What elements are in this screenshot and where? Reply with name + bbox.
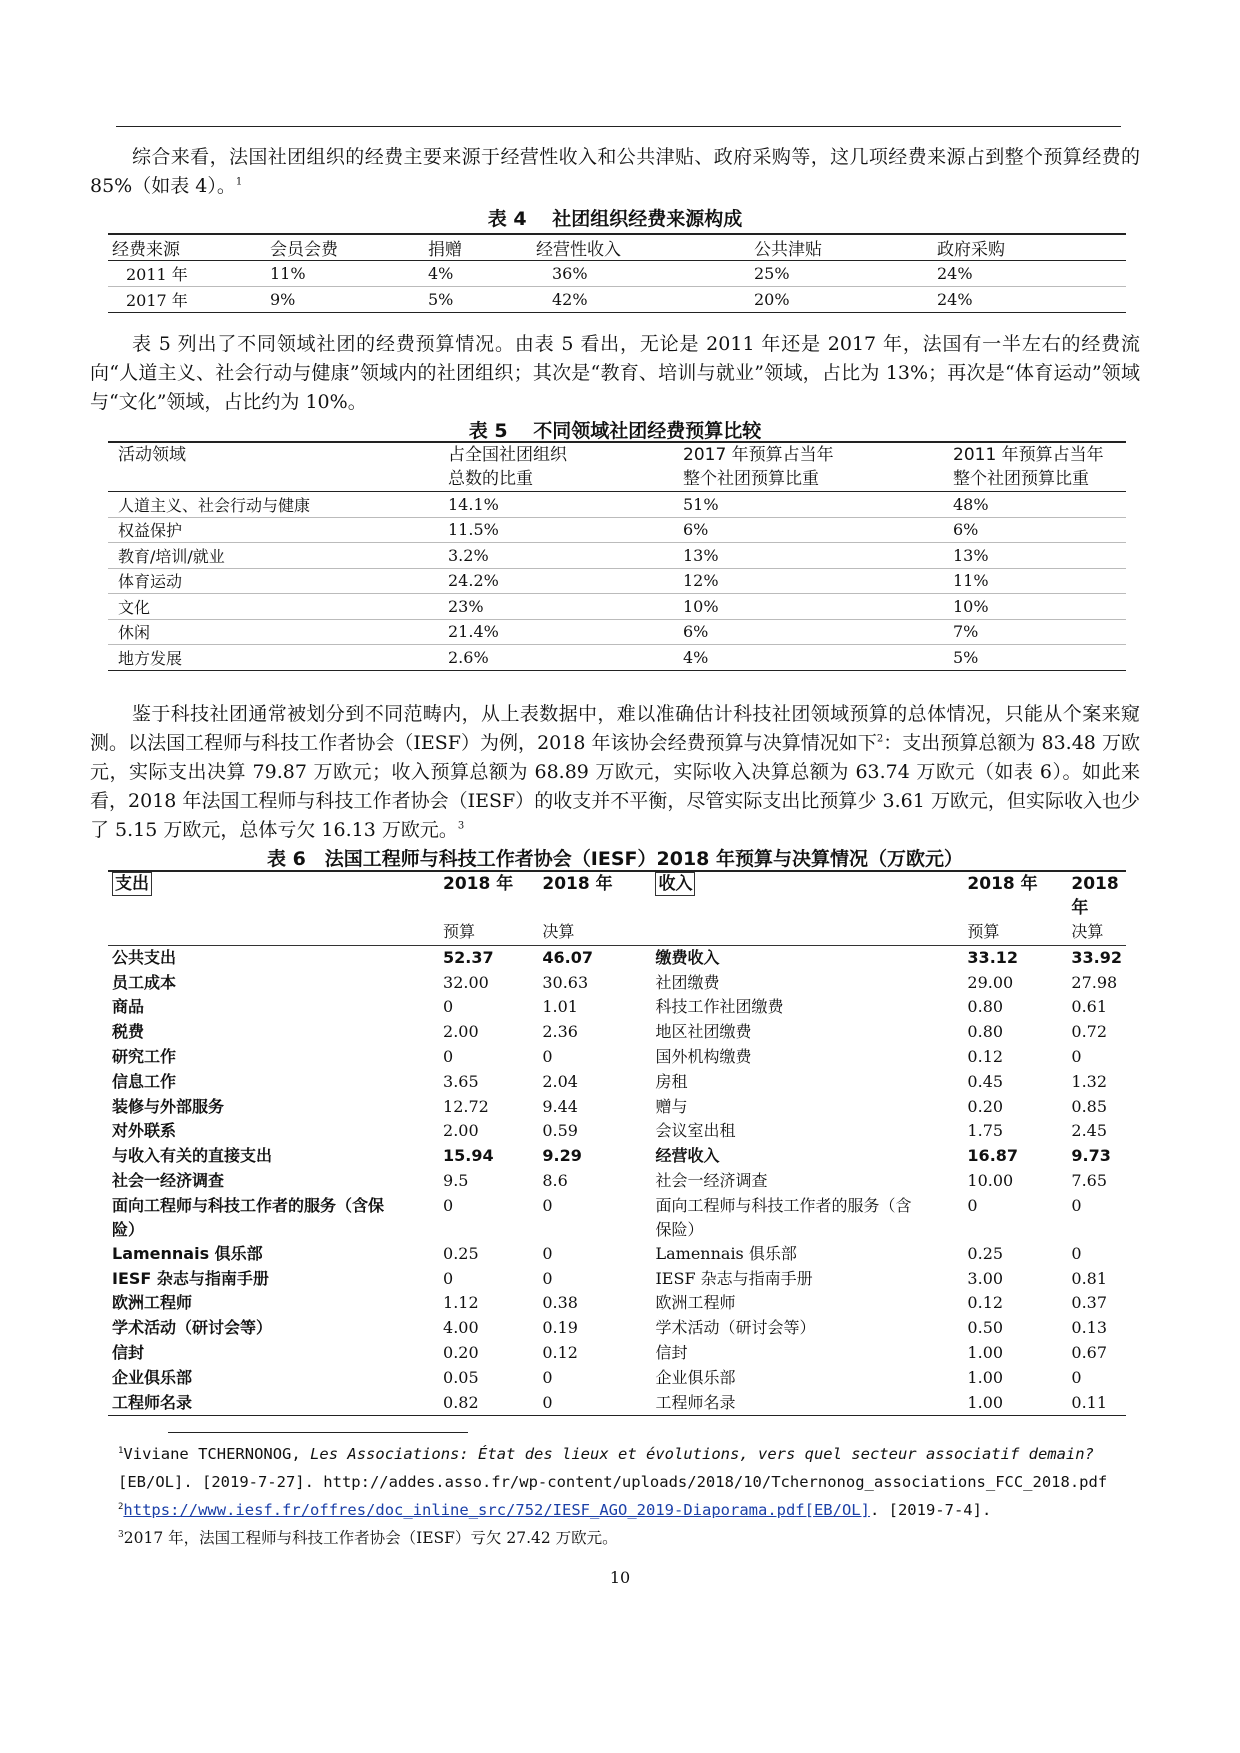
table-row	[108, 1070, 1126, 1095]
table4-cell: 42%	[532, 287, 750, 313]
table5-header-row	[108, 442, 1126, 492]
table6-expense-budget: 0.05	[443, 1367, 479, 1387]
table6-expense-budget: 0.82	[439, 1391, 538, 1416]
table6-caption: 表 6 法国工程师与科技工作者协会（IESF）2018 年预算与决算情况（万欧元）	[266, 848, 964, 870]
table6-income-title: 收入	[655, 872, 695, 896]
table6-income-item: 经营收入	[655, 1146, 720, 1166]
table-row	[108, 1242, 1126, 1267]
table-row	[108, 971, 1126, 996]
table-row	[108, 1316, 1126, 1341]
paragraph-iesf-case: 鉴于科技社团通常被划分到不同范畴内，从上表数据中，难以准确估计科技社团领域预算的总体情况，只能从个案来窥测。以法国工程师与科技工作者协会（IESF）为例，2018 年该协会经费预算与决算情况如下$^2$：支出预算总额为 83.48 万欧元，实际支出决算 79.87 万欧元；收入预算总额为 68.89 万欧元，实际收入决算总额为 63.74 万欧元（如表 6）。如此来看，2018 年法国工程师与科技工作者协会（IESF）的收支并不平衡，尽管实际支出比预算少 3.61 万欧元，但实际收入也少了 5.15 万欧元，总体亏欠 16.13 万欧元。$^3$	[90, 703, 1140, 841]
table5-cell: 13%	[943, 543, 1126, 569]
table6-income-actual: 2.45	[1071, 1121, 1108, 1141]
table6-year-header: 2018 年	[963, 871, 1067, 920]
table-row	[108, 1391, 1126, 1416]
table6-income-budget: 0.20	[967, 1096, 1004, 1116]
table6-expense-actual: 0.12	[542, 1342, 578, 1362]
table6-income-item: 工程师名录	[651, 1391, 963, 1416]
table6-expense-item: 欧洲工程师	[112, 1293, 193, 1313]
table6-expense-item: 工程师名录	[108, 1391, 439, 1416]
paragraph-funding-summary: 综合来看，法国社团组织的经费主要来源于经营性收入和公共津贴、政府采购等，这几项经费来源占到整个预算经费的 85%（如表 4）。$^1$	[90, 146, 1140, 197]
table6-expense-actual: 9.29	[542, 1146, 582, 1166]
table-row	[108, 619, 1126, 645]
table5-header: 2011 年预算占当年 整个社团预算比重	[943, 442, 1126, 492]
table6-income-item: 赠与	[655, 1096, 688, 1116]
table6-income-item: Lamennais 俱乐部	[655, 1243, 797, 1263]
table6-iesf-budget	[108, 870, 1126, 1416]
table6-income-actual: 0.37	[1071, 1293, 1108, 1313]
table6-income-actual: 0	[1071, 1046, 1082, 1066]
table4-cell: 36%	[532, 261, 750, 287]
table-row	[108, 1341, 1126, 1366]
table6-expense-actual: 0	[542, 1367, 553, 1387]
table-row	[108, 1267, 1126, 1292]
table6-income-budget: 29.00	[967, 972, 1014, 992]
table5-cell: 11.5%	[438, 517, 673, 543]
table5-cell: 5%	[943, 645, 1126, 671]
table6-income-budget: 0.25	[967, 1243, 1004, 1263]
table6-year-header: 2018 年	[1067, 871, 1126, 920]
table6-expense-budget: 0.20	[443, 1342, 479, 1362]
table5-cell: 权益保护	[108, 517, 438, 543]
table6-expense-item: 信息工作	[112, 1071, 177, 1091]
table6-income-item: 国外机构缴费	[655, 1046, 752, 1066]
table6-expense-item: 公共支出	[112, 947, 177, 967]
table6-income-actual: 0.61	[1071, 997, 1108, 1017]
table5-cell: 文化	[108, 594, 438, 620]
table5-cell: 4%	[673, 645, 943, 671]
table6-income-actual: 1.32	[1071, 1071, 1108, 1091]
table-row	[108, 1020, 1126, 1045]
table6-expense-item: 学术活动（研讨会等）	[112, 1318, 273, 1338]
table5-cell: 14.1%	[438, 492, 673, 518]
table6-body	[108, 945, 1126, 1416]
table5-cell: 6%	[673, 619, 943, 645]
table6-expense-item: 商品	[112, 997, 145, 1017]
table5-header: 2017 年预算占当年 整个社团预算比重	[673, 442, 943, 492]
table6-income-actual: 0.72	[1071, 1022, 1108, 1042]
table5-cell: 3.2%	[438, 543, 673, 569]
table4-cell: 4%	[424, 261, 532, 287]
table6-income-actual: 9.73	[1071, 1146, 1111, 1166]
table6-expense-item: 社会一经济调查	[112, 1170, 225, 1190]
table6-expense-actual: 9.44	[542, 1096, 578, 1116]
table6-expense-item: Lamennais 俱乐部	[112, 1243, 263, 1263]
table4-header: 捐赠	[424, 234, 532, 261]
table5-cell: 10%	[943, 594, 1126, 620]
table6-income-actual: 7.65	[1071, 1170, 1108, 1190]
table6-expense-item: 企业俱乐部	[112, 1367, 193, 1387]
table6-income-actual: 0	[1071, 1367, 1082, 1387]
table5-caption: 表 5 不同领域社团经费预算比较	[468, 420, 762, 442]
table5-cell: 11%	[943, 568, 1126, 594]
table-row	[108, 594, 1126, 620]
table6-actual-subheader: 决算	[538, 920, 651, 945]
table5-cell: 休闲	[108, 619, 438, 645]
table6-income-actual: 33.92	[1071, 947, 1122, 967]
table-row	[108, 945, 1126, 970]
table6-expense-actual: 0	[542, 1243, 553, 1263]
table4-cell: 11%	[266, 261, 424, 287]
table4-header: 经费来源	[108, 234, 266, 261]
table4-cell: 25%	[750, 261, 933, 287]
table5-cell: 地方发展	[108, 645, 438, 671]
table6-income-budget: 0.80	[967, 997, 1004, 1017]
table6-income-budget: 33.12	[967, 947, 1019, 967]
table4-cell: 2017 年	[108, 287, 266, 313]
table6-expense-actual: 0.59	[542, 1121, 578, 1141]
table6-income-item: 社会一经济调查	[655, 1170, 768, 1190]
table6-expense-budget: 2.00	[443, 1022, 479, 1042]
table6-income-actual: 0.81	[1071, 1268, 1108, 1288]
table-row	[108, 1045, 1126, 1070]
table-row	[108, 517, 1126, 543]
table6-income-actual: 0.11	[1067, 1391, 1126, 1416]
table6-subheader-row	[108, 920, 1126, 945]
table4-cell: 20%	[750, 287, 933, 313]
table4-cell: 24%	[933, 261, 1126, 287]
table6-income-budget: 0	[967, 1195, 978, 1215]
table5-cell: 13%	[673, 543, 943, 569]
table4-header: 经营性收入	[532, 234, 750, 261]
table6-income-budget: 0.50	[967, 1318, 1004, 1338]
table-row	[108, 1366, 1126, 1391]
table4-cell: 9%	[266, 287, 424, 313]
table4-funding-sources	[108, 233, 1126, 313]
table-row	[108, 1144, 1126, 1169]
table5-cell: 6%	[673, 517, 943, 543]
table6-income-actual: 0	[1071, 1195, 1082, 1215]
table-row	[108, 568, 1126, 594]
table5-cell: 教育/培训/就业	[108, 543, 438, 569]
table5-cell: 2.6%	[438, 645, 673, 671]
table6-expense-item: IESF 杂志与指南手册	[112, 1268, 269, 1288]
table-row	[108, 287, 1126, 313]
table4-cell: 24%	[933, 287, 1126, 313]
table6-expense-budget: 4.00	[443, 1318, 479, 1338]
table5-cell: 10%	[673, 594, 943, 620]
table6-income-actual: 0.85	[1071, 1096, 1108, 1116]
table6-income-item: 学术活动（研讨会等）	[655, 1318, 816, 1338]
table6-expense-budget: 15.94	[443, 1146, 494, 1166]
table6-income-item: 地区社团缴费	[655, 1022, 752, 1042]
table-row	[108, 261, 1126, 287]
table6-income-item: 欧洲工程师	[655, 1293, 736, 1313]
table6-expense-budget: 2.00	[443, 1121, 479, 1141]
footnote-ref-1[interactable]: 1	[235, 176, 243, 188]
table6-income-budget: 0.45	[967, 1071, 1004, 1091]
table4-cell: 2011 年	[108, 261, 266, 287]
footnote-2: $^2$https://www.iesf.fr/offres/doc_inline_src/752/IESF_AGO_2019-Diaporama.pdf[EB/OL]. [2019-7-4].	[118, 1501, 992, 1519]
table5-cell: 51%	[673, 492, 943, 518]
table6-expense-item: 员工成本	[112, 972, 177, 992]
table6-expense-actual: 0	[542, 1195, 553, 1215]
table6-income-item: 房租	[655, 1071, 688, 1091]
table6-income-budget: 1.00	[963, 1391, 1067, 1416]
table5-cell: 23%	[438, 594, 673, 620]
table6-expense-budget: 1.12	[443, 1293, 479, 1313]
table6-expense-actual: 46.07	[542, 947, 593, 967]
table4-header-row	[108, 234, 1126, 261]
table6-income-item: 社团缴费	[655, 972, 720, 992]
table6-income-actual: 27.98	[1071, 972, 1118, 992]
table6-income-actual: 0.67	[1071, 1342, 1108, 1362]
table6-income-item: 面向工程师与科技工作者的服务（含保险）	[655, 1195, 912, 1239]
table6-expense-budget: 0	[443, 997, 454, 1017]
table6-income-budget: 1.00	[967, 1342, 1004, 1362]
table5-cell: 人道主义、社会行动与健康	[108, 492, 438, 518]
table6-expense-budget: 0	[443, 1195, 454, 1215]
table5-header: 占全国社团组织 总数的比重	[438, 442, 673, 492]
table4-header: 公共津贴	[750, 234, 933, 261]
table6-income-budget: 0.12	[967, 1046, 1004, 1066]
table-row	[108, 645, 1126, 671]
table6-expense-budget: 32.00	[443, 972, 489, 992]
table5-domain-budget	[108, 441, 1126, 671]
table6-income-item: IESF 杂志与指南手册	[655, 1268, 813, 1288]
table6-expense-budget: 52.37	[443, 947, 494, 967]
table6-expense-actual: 1.01	[542, 997, 578, 1017]
table6-expense-item: 面向工程师与科技工作者的服务（含保险）	[112, 1195, 385, 1239]
table6-expense-item: 对外联系	[112, 1121, 177, 1141]
table4-header: 政府采购	[933, 234, 1126, 261]
header-rule	[116, 126, 1121, 127]
table6-expense-actual: 30.63	[542, 972, 589, 992]
table6-expense-actual: 0	[538, 1391, 651, 1416]
table6-expense-title: 支出	[112, 872, 152, 896]
table4-cell: 5%	[424, 287, 532, 313]
paragraph-domain-budget: 表 5 列出了不同领域社团的经费预算情况。由表 5 看出，无论是 2011 年还是 2017 年，法国有一半左右的经费流向“人道主义、社会行动与健康”领域内的社团组织；其次是“教育、培训与就业”领域，占比为 13%；再次是“体育运动”领域与“文化”领域，占比约为 10%。	[90, 333, 1140, 413]
table4-caption: 表 4 社团组织经费来源构成	[487, 208, 743, 230]
table6-header-row	[108, 871, 1126, 920]
table5-cell: 12%	[673, 568, 943, 594]
table6-income-budget: 0.12	[967, 1293, 1004, 1313]
table5-cell: 7%	[943, 619, 1126, 645]
table-row	[108, 1095, 1126, 1120]
table5-header: 活动领域	[108, 442, 438, 492]
table5-cell: 48%	[943, 492, 1126, 518]
table6-expense-actual: 0	[542, 1268, 553, 1288]
table5-cell: 24.2%	[438, 568, 673, 594]
table-row	[108, 1194, 1126, 1242]
table6-budget-subheader: 预算	[439, 920, 538, 945]
footnote-1: $^1$Viviane TCHERNONOG, Les Associations: État des lieux et évolutions, vers quel secteur associatif demain?[EB/OL]. [2019-7-27]. http://addes.asso.fr/wp-content/uploads/2018/10/Tchernonog_associations_FCC_2018.pdf	[118, 1445, 1108, 1491]
table6-expense-item: 与收入有关的直接支出	[112, 1146, 273, 1166]
table5-cell: 体育运动	[108, 568, 438, 594]
table6-expense-item: 税费	[112, 1022, 145, 1042]
table6-expense-item: 装修与外部服务	[112, 1096, 225, 1116]
table-row	[108, 995, 1126, 1020]
footnote-2-link[interactable]: https://www.iesf.fr/offres/doc_inline_src/752/IESF_AGO_2019-Diaporama.pdf[EB/OL]	[123, 1501, 870, 1519]
table6-income-budget: 1.75	[967, 1121, 1004, 1141]
table6-income-item: 企业俱乐部	[655, 1367, 736, 1387]
table6-expense-item: 研究工作	[112, 1046, 177, 1066]
table6-income-budget: 16.87	[967, 1146, 1019, 1166]
footnote-rule	[168, 1432, 468, 1433]
table6-actual-subheader: 决算	[1067, 920, 1126, 945]
table4-header: 会员会费	[266, 234, 424, 261]
table-row	[108, 492, 1126, 518]
table6-expense-budget: 3.65	[443, 1071, 479, 1091]
table6-expense-actual: 8.6	[542, 1170, 568, 1190]
table6-expense-budget: 0	[443, 1268, 454, 1288]
table5-cell: 21.4%	[438, 619, 673, 645]
table-row	[108, 1169, 1126, 1194]
footnote-3: $^3$2017 年，法国工程师与科技工作者协会（IESF）亏欠 27.42 万欧元。	[118, 1529, 618, 1547]
footnote-ref-3[interactable]: 3	[457, 820, 465, 832]
table6-budget-subheader: 预算	[963, 920, 1067, 945]
table-row	[108, 1119, 1126, 1144]
table6-year-header: 2018 年	[538, 871, 651, 920]
table6-income-item: 科技工作社团缴费	[655, 997, 784, 1017]
table6-expense-item: 信封	[112, 1342, 145, 1362]
table-row	[108, 543, 1126, 569]
table6-income-budget: 0.80	[967, 1022, 1004, 1042]
table6-expense-actual: 2.04	[542, 1071, 578, 1091]
table-row	[108, 1291, 1126, 1316]
table6-expense-actual: 0	[542, 1046, 553, 1066]
table6-year-header: 2018 年	[439, 871, 538, 920]
table6-expense-budget: 0.25	[443, 1243, 479, 1263]
table6-expense-budget: 9.5	[443, 1170, 469, 1190]
footnote-ref-2[interactable]: 2	[876, 733, 884, 745]
table6-expense-actual: 0.38	[542, 1293, 578, 1313]
table6-income-actual: 0	[1071, 1243, 1082, 1263]
table6-income-item: 信封	[655, 1342, 688, 1362]
table6-income-item: 会议室出租	[655, 1121, 736, 1141]
table6-income-budget: 3.00	[967, 1268, 1004, 1288]
table6-income-item: 缴费收入	[655, 947, 720, 967]
table6-expense-actual: 2.36	[542, 1022, 578, 1042]
table6-income-budget: 10.00	[967, 1170, 1014, 1190]
table6-expense-budget: 12.72	[443, 1096, 489, 1116]
page-number: 10	[609, 1568, 631, 1587]
table6-income-budget: 1.00	[967, 1367, 1004, 1387]
table5-cell: 6%	[943, 517, 1126, 543]
table6-income-actual: 0.13	[1071, 1318, 1108, 1338]
table6-expense-budget: 0	[443, 1046, 454, 1066]
table6-expense-actual: 0.19	[542, 1318, 578, 1338]
